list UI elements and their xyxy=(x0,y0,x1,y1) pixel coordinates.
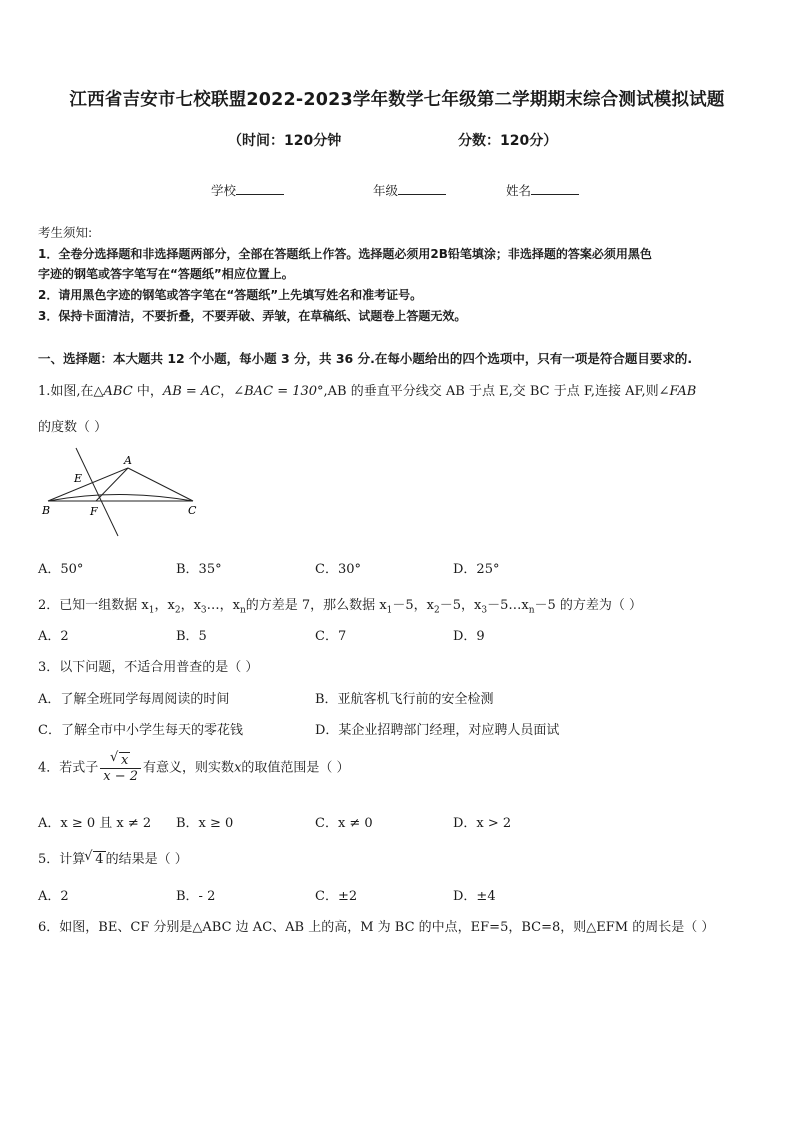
q2-text-d: …，x xyxy=(206,598,240,613)
grade-label: 年级 xyxy=(373,183,399,198)
question-1-line-2: 的度数（ ） xyxy=(38,420,108,435)
q5-option-d: D．±4 xyxy=(453,889,496,904)
q4-denominator: x − 2 xyxy=(103,769,139,784)
q2-text-h: －5…x xyxy=(487,598,529,613)
q2-option-c: C．7 xyxy=(315,629,347,644)
q1-eq2: BAC = 130° xyxy=(244,384,324,399)
grade-blank xyxy=(398,182,446,195)
label-e: E xyxy=(74,472,83,485)
q2-text-c: ，x xyxy=(180,598,201,613)
q4-sqrt: √ x xyxy=(119,752,130,768)
q1-text-b: 中， xyxy=(132,384,163,399)
notice-line-1b: 字迹的钢笔或答字笔写在“答题纸”相应位置上。 xyxy=(38,267,294,281)
q2-option-b: B．5 xyxy=(176,629,207,644)
notice-line-2: 2．请用黑色字迹的钢笔或答字笔在“答题纸”上先填写姓名和准考证号。 xyxy=(38,288,423,302)
q2-sub-nb: n xyxy=(528,605,535,616)
name-label: 姓名 xyxy=(506,183,532,198)
q2-text-f: －5，x xyxy=(392,598,434,613)
q2-text-a: 2．已知一组数据 x xyxy=(38,598,149,613)
q4-text-c: 的取值范围是（ ） xyxy=(241,760,350,776)
q5-option-a: A．2 xyxy=(38,889,69,904)
q1-option-d: D．25° xyxy=(453,562,500,577)
q4-option-a: A．x ≥ 0 且 x ≠ 2 xyxy=(38,816,152,831)
q4-option-c: C．x ≠ 0 xyxy=(315,816,373,831)
question-1 xyxy=(38,380,696,399)
q2-sub-3: 3 xyxy=(200,605,207,616)
q5-sqrt: √ 4 xyxy=(93,851,105,867)
label-c: C xyxy=(188,504,197,517)
q4-option-d: D．x > 2 xyxy=(453,816,512,831)
q1-triangle-figure xyxy=(38,444,208,540)
q5-option-c: C．±2 xyxy=(315,889,358,904)
school-label: 学校 xyxy=(211,183,237,198)
line-af xyxy=(96,468,128,501)
q4-var: x xyxy=(234,760,242,776)
school-blank xyxy=(236,182,284,195)
q1-option-a: A．50° xyxy=(38,562,84,577)
notice-heading: 考生须知: xyxy=(38,225,93,240)
time-label: （时间：120分钟 xyxy=(228,133,342,149)
question-6: 6．如图，BE、CF 分别是△ABC 边 AC、AB 上的高，M 为 BC 的中点，EF=5，BC=8，则△EFM 的周长是（ ） xyxy=(38,920,715,935)
q4-option-b: B．x ≥ 0 xyxy=(176,816,234,831)
question-4 xyxy=(38,752,350,784)
q2-sub-2b: 2 xyxy=(434,605,440,616)
name-blank xyxy=(531,182,579,195)
q2-sub-1: 1 xyxy=(148,605,155,616)
question-2 xyxy=(38,594,642,616)
notice-line-1a: 1．全卷分选择题和非选择题两部分，全部在答题纸上作答。选择题必须用2B铅笔填涂；非选择题的答案必须用黑色 xyxy=(38,247,652,261)
q2-text-i: －5 的方差为（ ） xyxy=(534,598,643,613)
q2-sub-2: 2 xyxy=(174,605,181,616)
q2-sub-n: n xyxy=(239,605,246,616)
q1-text-d: ,AB 的垂直平分线交 AB 于点 E,交 BC 于点 F,连接 AF,则∠ xyxy=(323,384,670,399)
q4-text-a: 4．若式子 xyxy=(38,760,99,776)
q1-eq1: AB = AC xyxy=(162,384,221,399)
q1-abc: ABC xyxy=(103,384,133,399)
score-label: 分数：120分） xyxy=(458,133,558,149)
q5-text-a: 5．计算 xyxy=(38,852,86,867)
q5-text-b: 的结果是（ ） xyxy=(105,852,188,867)
grade-field xyxy=(373,181,446,199)
q2-text-e: 的方差是 7，那么数据 x xyxy=(245,598,387,613)
q1-fab: FAB xyxy=(669,384,697,399)
q1-text-a: 1.如图,在△ xyxy=(38,384,104,399)
line-ac xyxy=(128,468,193,501)
q2-text-g: －5，x xyxy=(439,598,482,613)
q2-sub-1b: 1 xyxy=(386,605,393,616)
arc-bc xyxy=(48,495,193,502)
q3-option-d: D．某企业招聘部门经理，对应聘人员面试 xyxy=(315,723,560,738)
q3-option-b: B．亚航客机飞行前的安全检测 xyxy=(315,692,494,707)
exam-title: 江西省吉安市七校联盟2022-2023学年数学七年级第二学期期末综合测试模拟试题 xyxy=(69,90,725,110)
label-f: F xyxy=(90,505,98,518)
q1-text-c: ，∠ xyxy=(220,384,245,399)
notice-line-3: 3．保持卡面清洁，不要折叠，不要弄破、弄皱，在草稿纸、试题卷上答题无效。 xyxy=(38,309,467,323)
q2-option-a: A．2 xyxy=(38,629,69,644)
school-field xyxy=(211,181,284,199)
q2-text-b: ，x xyxy=(154,598,175,613)
question-3: 3．以下问题，不适合用普查的是（ ） xyxy=(38,660,259,675)
q4-fraction xyxy=(100,752,141,784)
label-a: A xyxy=(124,454,132,467)
section-1-heading: 一、选择题：本大题共 12 个小题，每小题 3 分，共 36 分.在每小题给出的四个选项中，只有一项是符合题目要求的. xyxy=(38,351,693,366)
q3-option-a: A．了解全班同学每周阅读的时间 xyxy=(38,692,230,707)
q5-option-b: B．- 2 xyxy=(176,889,216,904)
name-field xyxy=(506,181,579,199)
q1-option-b: B．35° xyxy=(176,562,222,577)
q2-sub-3b: 3 xyxy=(481,605,488,616)
perpendicular-bisector xyxy=(76,448,118,536)
q3-option-c: C．了解全市中小学生每天的零花钱 xyxy=(38,723,243,738)
q4-text-b: 有意义，则实数 xyxy=(143,760,235,776)
q2-option-d: D．9 xyxy=(453,629,485,644)
question-5 xyxy=(38,848,188,867)
q1-option-c: C．30° xyxy=(315,562,361,577)
label-b: B xyxy=(42,504,51,517)
